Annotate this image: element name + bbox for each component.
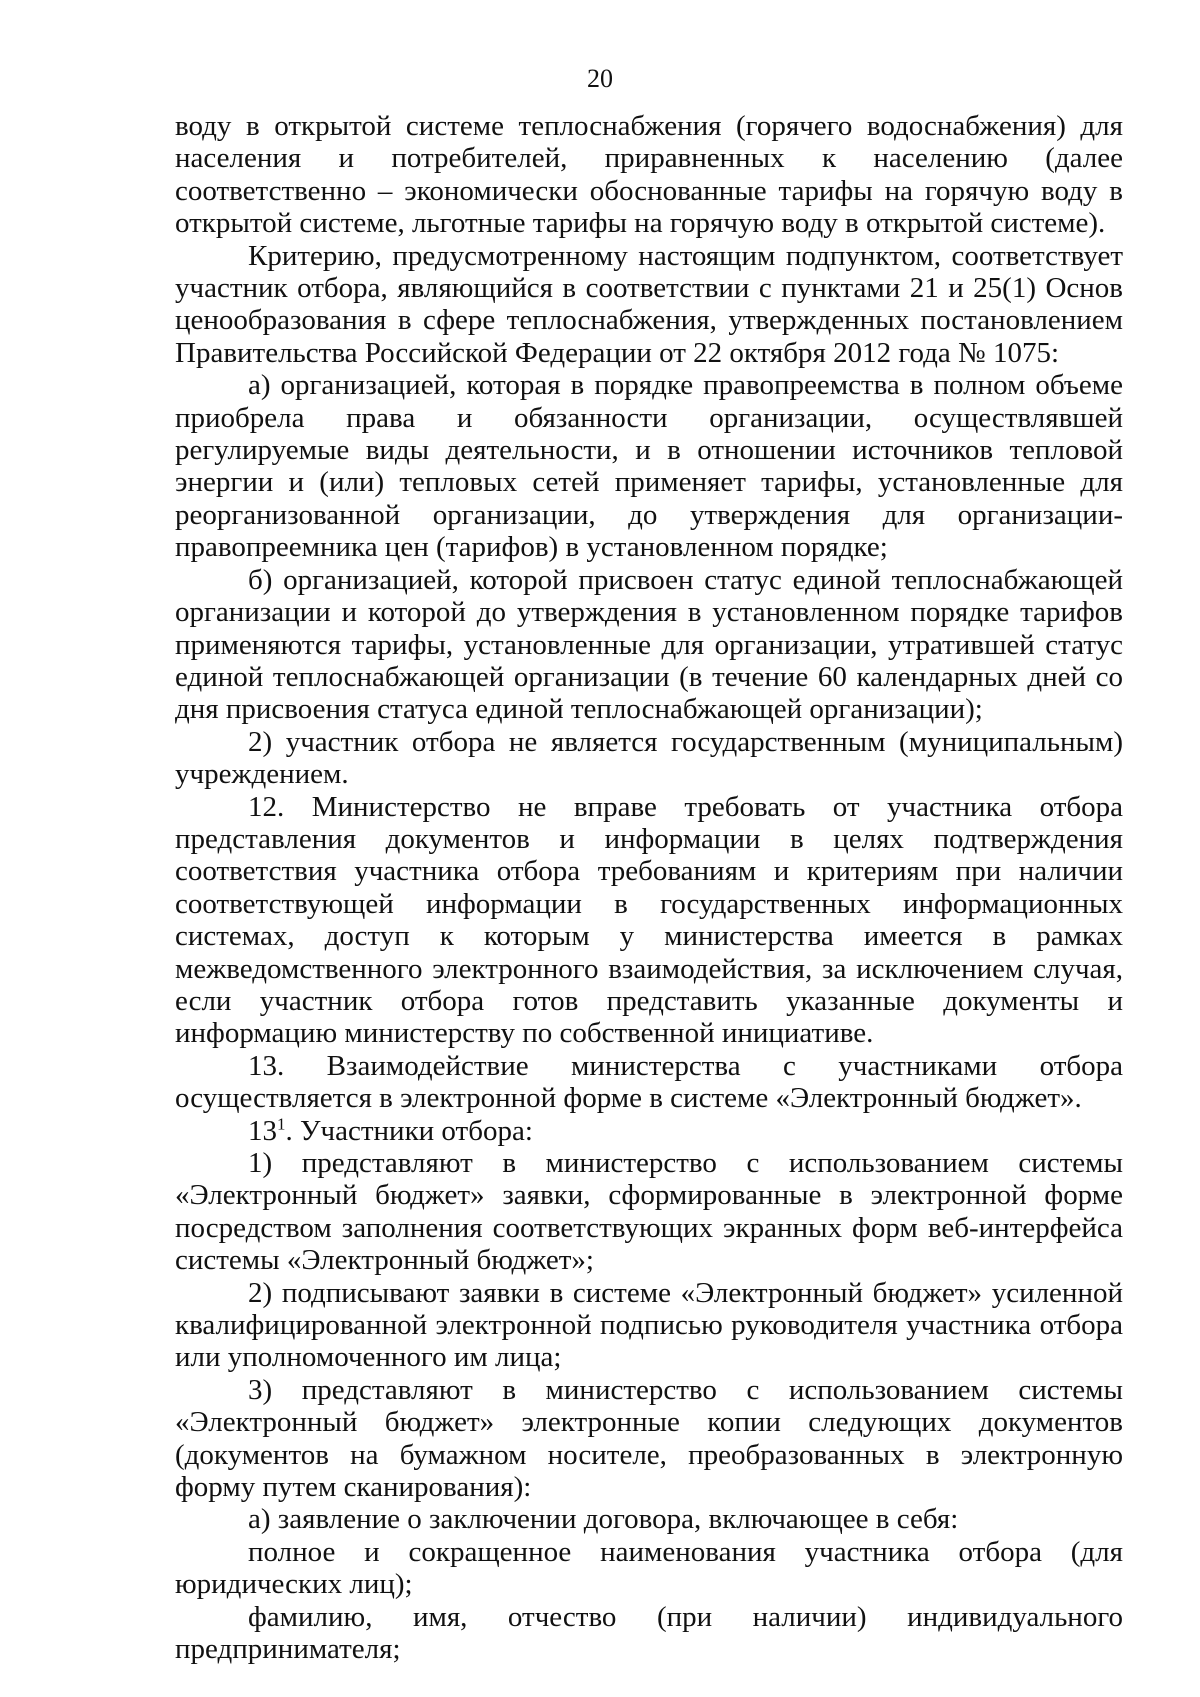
paragraph-full-name: полное и сокращенное наименования участника отбора (для юридических лиц); xyxy=(175,1535,1123,1601)
paragraph-12: 12. Министерство не вправе требовать от участника отбора представления документов и информации в целях подтверждения соответствия участника отбора требованиям и критериям при наличии соответствующей информации в государственных информационных системах, доступ к которым у министерства имеется в рамках межведомственного электронного взаимодействия, за исключением случая, если участник отбора готов представить указанные документы и информацию министерству по собственной инициативе. xyxy=(175,790,1123,1050)
paragraph-item-2: 2) участник отбора не является государственным (муниципальным) учреждением. xyxy=(175,725,1123,791)
paragraph-item-a-application: а) заявление о заключении договора, включающее в себя: xyxy=(248,1503,959,1536)
paragraph-criterion: Критерию, предусмотренному настоящим подпунктом, соответствует участник отбора, являющийся в соответствии с пунктами 21 и 25(1) Основ ценообразования в сфере теплоснабжения, утвержденных постановлением Правительства Российской Федерации от 22 октября 2012 года № 1075: xyxy=(175,239,1123,369)
paragraph-continuation: воду в открытой системе теплоснабжения (горячего водоснабжения) для населения и потребителей, приравненных к населению (далее соответственно – экономически обоснованные тарифы на горячую воду в открытой системе, льготные тарифы на горячую воду в открытой системе). xyxy=(175,110,1123,240)
paragraph-item-b: б) организацией, которой присвоен статус единой теплоснабжающей организации и которой до утверждения в установленном порядке тарифов применяются тарифы, установленные для организации, утратившей статус единой теплоснабжающей организации (в течение 60 календарных дней со дня присвоения статуса единой теплоснабжающей организации); xyxy=(175,563,1123,726)
paragraph-entrepreneur-name: фамилию, имя, отчество (при наличии) индивидуального предпринимателя; xyxy=(175,1600,1123,1666)
paragraph-13-1-item-1: 1) представляют в министерство с использованием системы «Электронный бюджет» заявки, сформированные в электронной форме посредством заполнения соответствующих экранных форм веб-интерфейса системы «Электронный бюджет»; xyxy=(175,1147,1123,1277)
paragraph-13-1 xyxy=(175,1115,1123,1147)
paragraph-13-1-text: . Участники отбора: xyxy=(285,1114,533,1147)
paragraph-item-a: а) организацией, которая в порядке правопреемства в полном объеме приобрела права и обязанности организации, осуществлявшей регулируемые виды деятельности, и в отношении источников тепловой энергии и (или) тепловых сетей применяет тарифы, установленные для реорганизованной организации, до утверждения для организации-правопреемника цен (тарифов) в установленном порядке; xyxy=(175,369,1123,564)
paragraph-13: 13. Взаимодействие министерства с участниками отбора осуществляется в электронной форме в системе «Электронный бюджет». xyxy=(175,1049,1123,1115)
paragraph-13-1-superscript: 1 xyxy=(277,1113,286,1133)
paragraph-13-1-item-2: 2) подписывают заявки в системе «Электронный бюджет» усиленной квалифицированной электронной подписью руководителя участника отбора или уполномоченного им лица; xyxy=(175,1276,1123,1374)
document-body xyxy=(175,110,1123,1666)
paragraph-13-1-number: 13 xyxy=(248,1114,277,1147)
page-number: 20 xyxy=(587,64,613,93)
paragraph-13-1-item-3: 3) представляют в министерство с использованием системы «Электронный бюджет» электронные копии следующих документов (документов на бумажном носителе, преобразованных в электронную форму путем сканирования): xyxy=(175,1373,1123,1504)
